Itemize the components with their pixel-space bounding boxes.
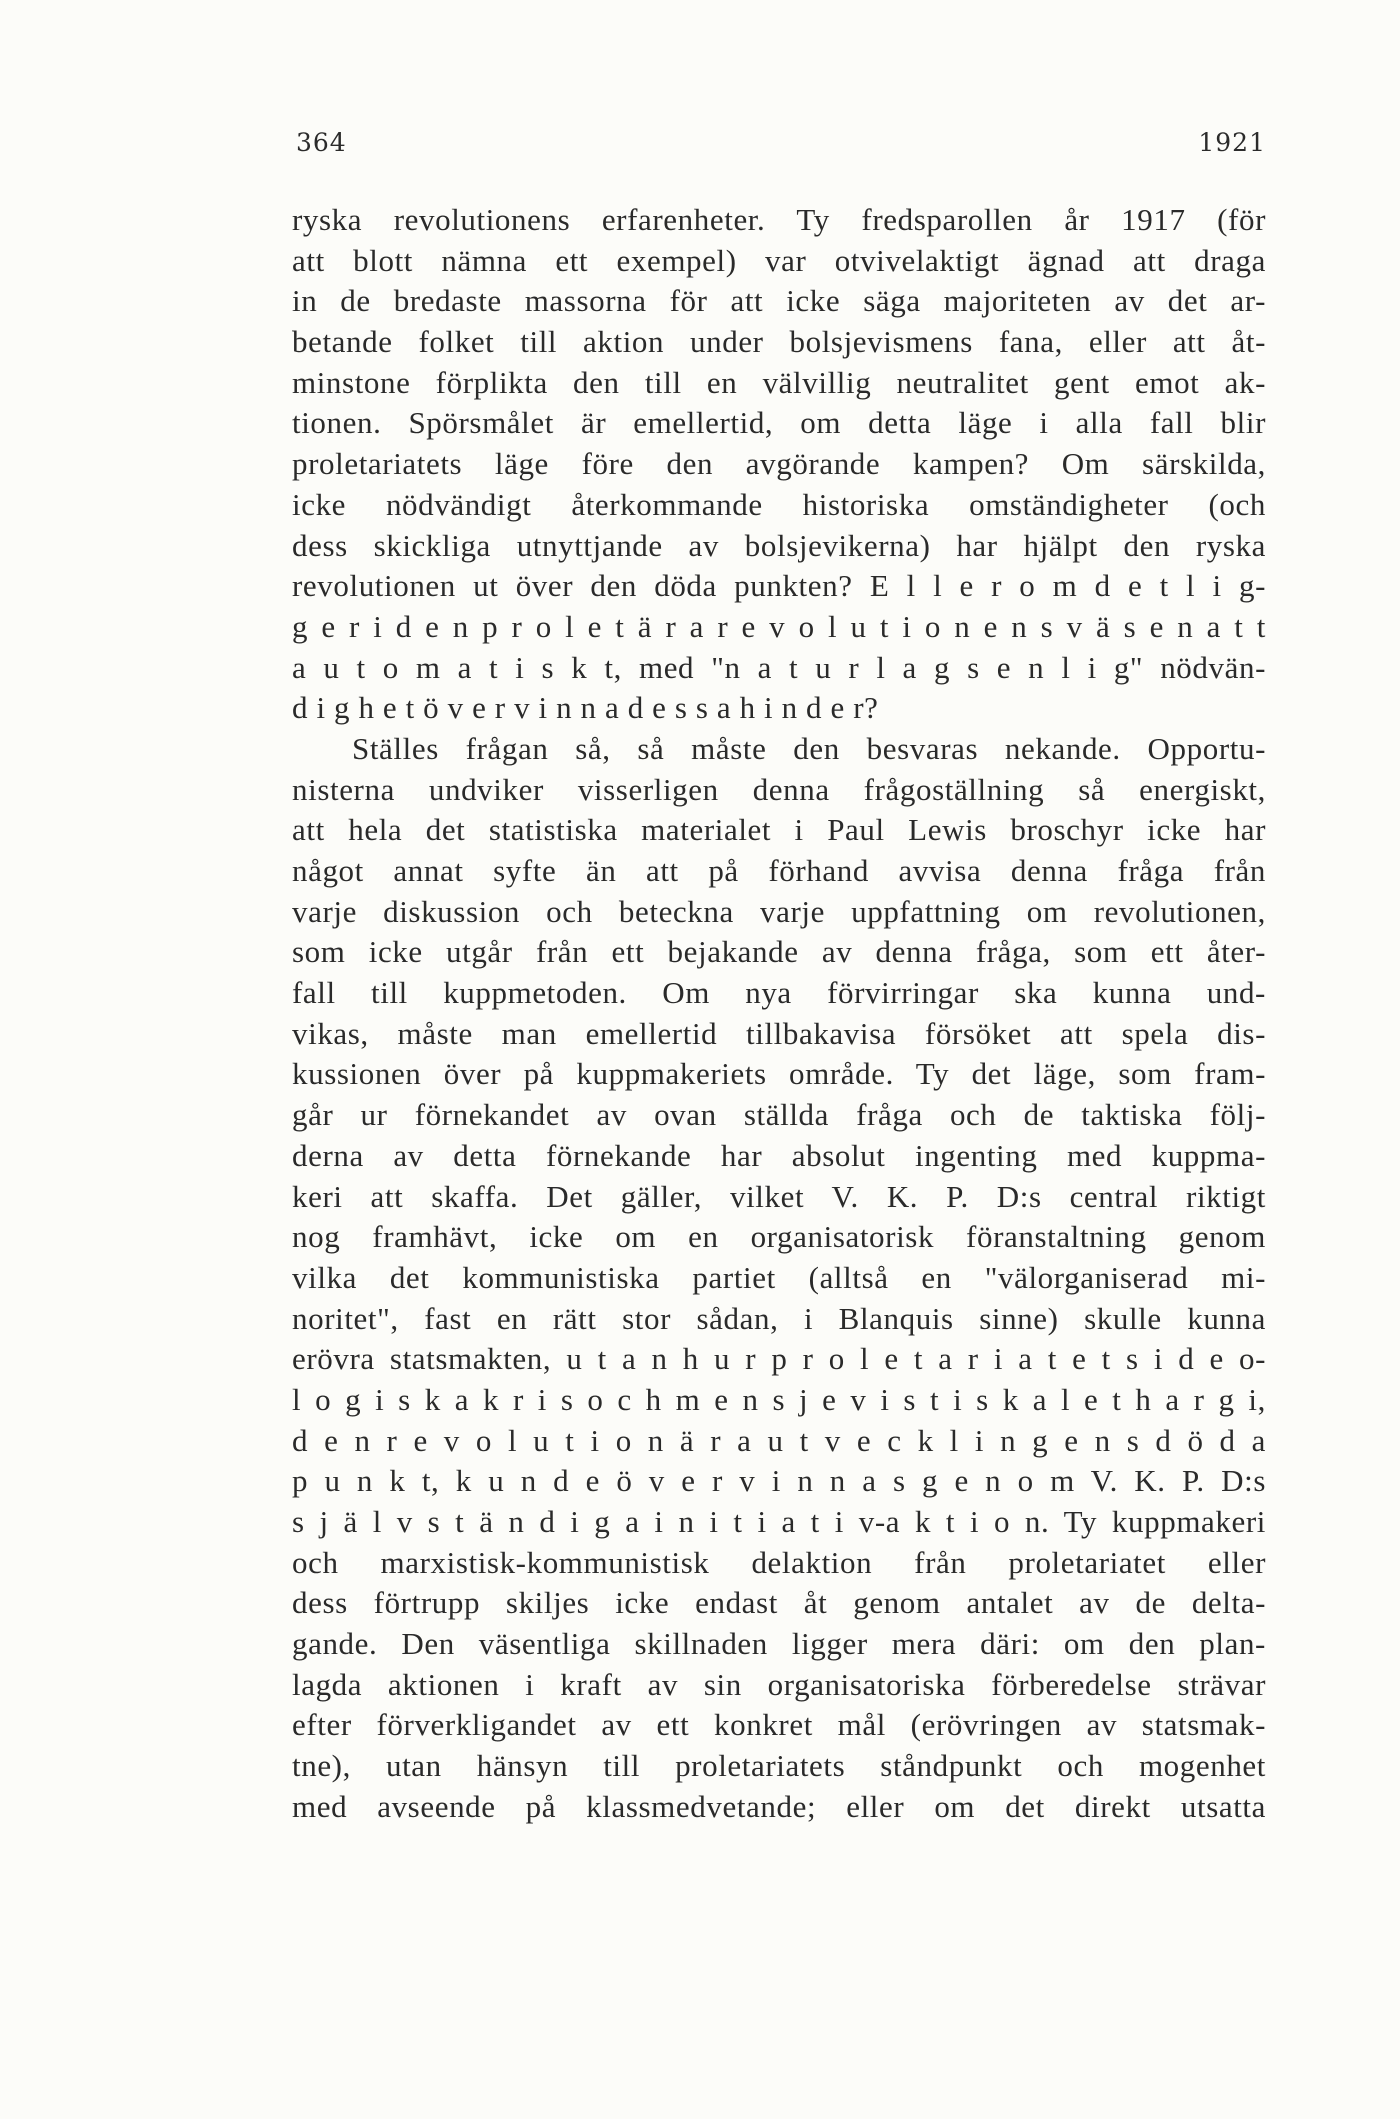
header-year: 1921 [1198,128,1266,157]
text-line: l o g i s k a k r i s o c h m e n s j e v i s t i s k a l e t h a r g i, [292,1381,1266,1417]
text-line: icke nödvändigt återkommande historiska omständigheter (och [292,486,1266,522]
text-line: något annat syfte än att på förhand avvisa denna fråga från [292,853,1266,888]
text-line: dess skickliga utnyttjande av bolsjevikerna) har hjälpt den ryska [292,527,1266,563]
text-line: a u t o m a t i s k t, med "n a t u r l a g s e n l i g" nödvän- [292,649,1266,685]
text-line: noritet", fast en rätt stor sådan, i Blanquis sinne) skulle kunna [292,1300,1266,1336]
text-line: att hela det statistiska materialet i Paul Lewis broschyr icke har [292,812,1266,848]
text-line: gande. Den väsentliga skillnaden ligger mera däri: om den plan- [292,1626,1266,1662]
text-line: nog framhävt, icke om en organisatorisk föranstaltning genom [292,1219,1266,1255]
text-line: d e n r e v o l u t i o n ä r a u t v e c k l i n g e n s d ö d a [292,1422,1266,1458]
text-line: erövra statsmakten, u t a n h u r p r o l e t a r i a t e t s i d e o- [292,1341,1266,1377]
page-header [296,128,1266,168]
text-line: minstone förplikta den till en välvillig neutralitet gent emot ak- [292,364,1266,400]
text-line: in de bredaste massorna för att icke säga majoriteten av det ar- [292,283,1266,319]
text-line: varje diskussion och beteckna varje uppfattning om revolutionen, [292,893,1266,929]
body-text [292,200,1266,1828]
text-line: tne), utan hänsyn till proletariatets ståndpunkt och mogenhet [292,1748,1266,1784]
text-line: d i g h e t ö v e r v i n n a d e s s a h i n d e r? [292,690,879,726]
text-line: betande folket till aktion under bolsjevismens fana, eller att åt- [292,324,1266,360]
text-line: tionen. Spörsmålet är emellertid, om detta läge i alla fall blir [292,405,1266,441]
text-line: revolutionen ut över den döda punkten? E l l e r o m d e t l i g- [292,568,1266,604]
text-line: lagda aktionen i kraft av sin organisatoriska förberedelse strävar [292,1666,1266,1702]
text-line: vilka det kommunistiska partiet (alltså en "välorganiserad mi- [292,1259,1266,1295]
text-line: går ur förnekandet av ovan ställda fråga och de taktiska följ- [292,1097,1266,1133]
text-line: keri att skaffa. Det gäller, vilket V. K. P. D:s central riktigt [292,1178,1266,1214]
text-line: Ställes frågan så, så måste den besvaras nekande. Opportu- [352,730,1266,766]
text-line: g e r i d e n p r o l e t ä r a r e v o l u t i o n e n s v ä s e n a t t [292,608,1266,644]
text-line: efter förverkligandet av ett konkret mål (erövringen av statsmak- [292,1707,1266,1743]
text-line: proletariatets läge före den avgörande kampen? Om särskilda, [292,446,1266,482]
text-line: ryska revolutionens erfarenheter. Ty fredsparollen år 1917 (för [292,202,1266,237]
text-line: som icke utgår från ett bejakande av denna fråga, som ett åter- [292,934,1266,970]
text-line: p u n k t, k u n d e ö v e r v i n n a s g e n o m V. K. P. D:s [292,1463,1266,1499]
text-line: derna av detta förnekande har absolut ingenting med kuppma- [292,1137,1266,1173]
text-line: nisterna undviker visserligen denna frågoställning så energiskt, [292,771,1266,807]
text-line: fall till kuppmetoden. Om nya förvirringar ska kunna und- [292,975,1266,1011]
text-line: s j ä l v s t ä n d i g a i n i t i a t i v-a k t i o n. Ty kuppmakeri [292,1504,1266,1539]
page-number: 364 [296,128,347,157]
text-line: kussionen över på kuppmakeriets område. Ty det läge, som fram- [292,1056,1266,1092]
text-line: och marxistisk-kommunistisk delaktion från proletariatet eller [292,1544,1266,1580]
text-line: att blott nämna ett exempel) var otvivelaktigt ägnad att draga [292,242,1266,278]
text-line: dess förtrupp skiljes icke endast åt genom antalet av de delta- [292,1585,1266,1621]
text-line: vikas, måste man emellertid tillbakavisa försöket att spela dis- [292,1015,1266,1051]
text-line: med avseende på klassmedvetande; eller om det direkt utsatta [292,1788,1266,1824]
